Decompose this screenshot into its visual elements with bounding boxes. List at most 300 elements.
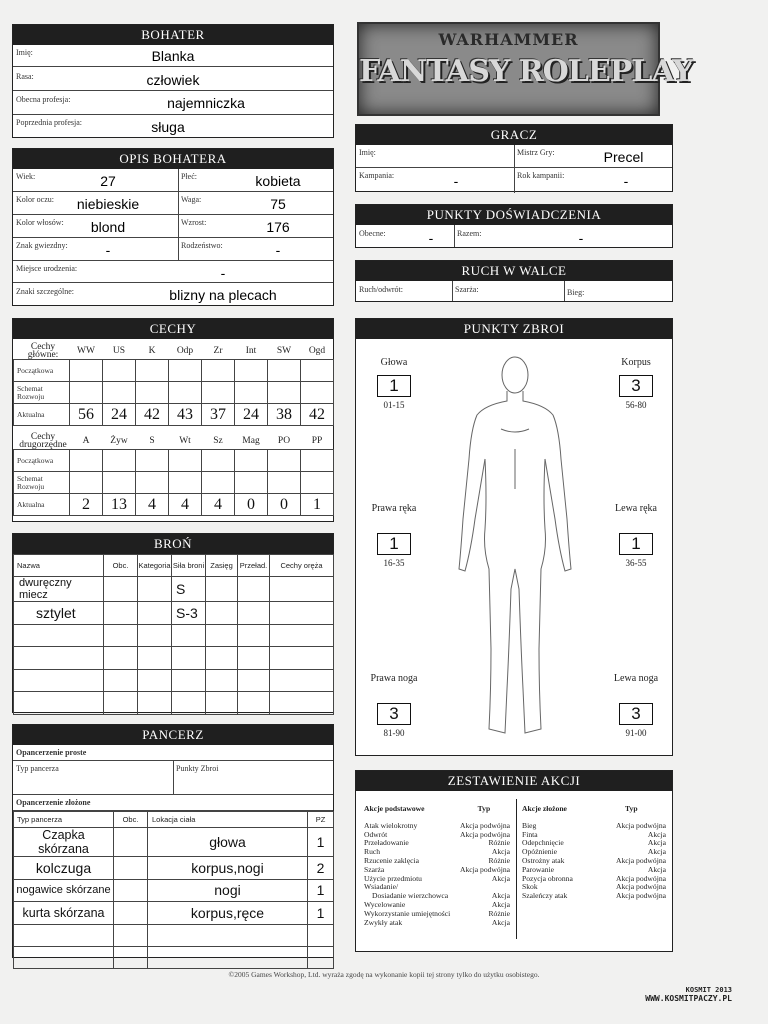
secondary-stats-label: Cechy drugorzędne bbox=[19, 432, 67, 450]
weapon-cell[interactable] bbox=[238, 647, 270, 670]
action-name: Skok bbox=[522, 882, 538, 892]
movement-title: RUCH W WALCE bbox=[356, 261, 672, 281]
credit-line1: KOSMIT 2013 bbox=[685, 986, 732, 994]
weapon-cell[interactable] bbox=[238, 602, 270, 625]
secondary-stat-current-value[interactable]: 2 bbox=[70, 494, 103, 516]
weapon-cell[interactable] bbox=[206, 624, 238, 647]
desc-field[interactable]: kobieta bbox=[255, 173, 301, 189]
complex-actions-header: Akcje złożone bbox=[522, 804, 567, 813]
secondary-stat-header: S bbox=[149, 436, 155, 446]
secondary-stat-cell[interactable] bbox=[301, 450, 334, 472]
basic-type-header: Typ bbox=[477, 804, 491, 813]
armor-type[interactable]: Czapka skórzana bbox=[14, 828, 114, 857]
action-type: Akcja bbox=[647, 838, 666, 848]
body-label: Korpus bbox=[621, 357, 651, 368]
main-stat-current-value[interactable]: 42 bbox=[301, 404, 334, 426]
right-arm-armor-value[interactable]: 1 bbox=[377, 533, 411, 555]
action-row bbox=[520, 822, 668, 831]
row-label-current: Aktualna bbox=[14, 494, 70, 516]
main-stat-cell[interactable] bbox=[70, 360, 103, 382]
weapon-cell[interactable] bbox=[104, 624, 138, 647]
action-type: Akcja bbox=[491, 891, 510, 901]
campaign-year-label: Rok kampanii: bbox=[517, 171, 565, 180]
actions-title: ZESTAWIENIE AKCJI bbox=[356, 771, 672, 791]
weapon-cell[interactable] bbox=[14, 647, 104, 670]
desc-label: Wzrost: bbox=[181, 218, 207, 227]
action-type: Akcja podwójna bbox=[616, 891, 666, 901]
weapon-cell[interactable] bbox=[206, 669, 238, 692]
armor-pz[interactable] bbox=[308, 924, 334, 946]
armor-row bbox=[14, 879, 334, 902]
weapon-col-header: Zasięg bbox=[206, 555, 238, 577]
main-stat-current-value[interactable]: 42 bbox=[136, 404, 169, 426]
main-stat-cell[interactable] bbox=[103, 382, 136, 404]
right-arm-range: 16-35 bbox=[383, 558, 405, 568]
armor-pz[interactable] bbox=[308, 946, 334, 968]
hero-title: BOHATER bbox=[13, 25, 333, 45]
armor-pz[interactable]: 1 bbox=[308, 879, 334, 902]
weapon-cell[interactable] bbox=[104, 669, 138, 692]
action-name: Odwrót bbox=[364, 829, 388, 839]
player-title: GRACZ bbox=[356, 125, 672, 145]
armor-row bbox=[14, 828, 334, 857]
weapon-cell[interactable] bbox=[270, 669, 334, 692]
career-label: Obecna profesja: bbox=[16, 95, 71, 104]
description-row bbox=[13, 215, 333, 238]
weapon-cell[interactable] bbox=[104, 602, 138, 625]
action-type: Akcja bbox=[491, 873, 510, 883]
main-stat-cell[interactable] bbox=[268, 382, 301, 404]
actions-panel bbox=[355, 770, 673, 952]
description-row bbox=[13, 238, 333, 261]
row-label-current: Aktualna bbox=[14, 404, 70, 426]
armor-pz[interactable]: 2 bbox=[308, 857, 334, 880]
body-armor-value[interactable]: 3 bbox=[619, 375, 653, 397]
armor-row bbox=[14, 946, 334, 968]
main-stat-header: Int bbox=[245, 346, 257, 356]
main-stat-cell[interactable] bbox=[70, 382, 103, 404]
armor-type[interactable]: kolczuga bbox=[14, 857, 114, 880]
action-name: Szaleńczy atak bbox=[522, 891, 568, 901]
action-type: Akcja bbox=[647, 829, 666, 839]
secondary-stat-cell[interactable] bbox=[268, 450, 301, 472]
armor-points-panel bbox=[355, 318, 673, 756]
stats-title: CECHY bbox=[13, 319, 333, 339]
desc-label: Waga: bbox=[181, 195, 202, 204]
xp-current-label: Obecne: bbox=[359, 229, 386, 238]
main-stat-header: Odp bbox=[176, 346, 194, 356]
row-label-advance: Schemat Rozwoju bbox=[14, 472, 70, 494]
secondary-stat-header: Sz bbox=[213, 436, 223, 446]
action-type: Akcja bbox=[491, 917, 510, 927]
run-label: Bieg: bbox=[567, 288, 585, 297]
secondary-stat-header: Mag bbox=[242, 436, 260, 446]
action-type: Akcja podwójna bbox=[460, 829, 510, 839]
weapon-cell[interactable] bbox=[138, 602, 172, 625]
right-arm-label: Prawa ręka bbox=[371, 503, 417, 514]
divider bbox=[178, 238, 179, 260]
main-stat-cell[interactable] bbox=[202, 382, 235, 404]
simple-armor-points-label: Punkty Zbroi bbox=[176, 764, 219, 773]
main-stat-cell[interactable] bbox=[301, 360, 334, 382]
desc-label: Znak gwiezdny: bbox=[16, 241, 68, 250]
secondary-stat-current-value[interactable]: 0 bbox=[268, 494, 301, 516]
main-stat-current-value[interactable]: 24 bbox=[103, 404, 136, 426]
desc-field[interactable]: 75 bbox=[270, 196, 286, 212]
xp-title: PUNKTY DOŚWIADCZENIA bbox=[356, 205, 672, 225]
secondary-stat-cell[interactable] bbox=[202, 450, 235, 472]
weapon-cell[interactable] bbox=[14, 669, 104, 692]
secondary-stat-current-value[interactable]: 13 bbox=[103, 494, 136, 516]
secondary-stat-cell[interactable] bbox=[103, 472, 136, 494]
main-stat-cell[interactable] bbox=[202, 360, 235, 382]
action-type: Akcja podwójna bbox=[616, 873, 666, 883]
campaign-field[interactable]: - bbox=[453, 173, 459, 189]
player-name-label: Imię: bbox=[359, 148, 376, 157]
row-label-advance: Schemat Rozwoju bbox=[14, 382, 70, 404]
armor-row bbox=[14, 924, 334, 946]
divider bbox=[178, 215, 179, 237]
weapon-cell[interactable] bbox=[138, 624, 172, 647]
description-row bbox=[13, 192, 333, 215]
weapon-cell[interactable] bbox=[138, 577, 172, 602]
charge-label: Szarża: bbox=[455, 285, 479, 294]
action-name: Rzucenie zaklęcia bbox=[364, 855, 420, 865]
birthplace-label: Miejsce urodzenia: bbox=[16, 264, 78, 273]
secondary-stat-cell[interactable] bbox=[268, 472, 301, 494]
weapon-name[interactable]: dwuręczny miecz bbox=[14, 577, 104, 602]
secondary-stat-cell[interactable] bbox=[70, 472, 103, 494]
secondary-stat-header: PO bbox=[277, 436, 291, 446]
main-stat-header: WW bbox=[77, 346, 95, 356]
weapon-cell[interactable] bbox=[270, 577, 334, 602]
action-name: Bieg bbox=[522, 820, 537, 830]
secondary-stat-current-value[interactable]: 0 bbox=[235, 494, 268, 516]
head-label: Głowa bbox=[380, 357, 408, 368]
description-row bbox=[13, 169, 333, 192]
armor-location[interactable]: głowa bbox=[148, 828, 308, 857]
action-type: Akcja podwójna bbox=[460, 820, 510, 830]
weapon-cell[interactable] bbox=[238, 577, 270, 602]
secondary-stat-current-value[interactable]: 4 bbox=[202, 494, 235, 516]
action-name: Przeładowanie bbox=[364, 838, 409, 848]
action-row bbox=[520, 892, 668, 901]
desc-field[interactable]: 176 bbox=[266, 219, 290, 235]
armor-location[interactable]: korpus,ręce bbox=[148, 902, 308, 925]
race-label: Rasa: bbox=[16, 72, 34, 81]
action-row bbox=[362, 839, 512, 848]
desc-label: Wiek: bbox=[16, 172, 36, 181]
armor-row bbox=[14, 902, 334, 925]
desc-field[interactable]: - bbox=[275, 242, 281, 258]
name-field[interactable]: Blanka bbox=[151, 48, 195, 64]
secondary-stat-header: Wt bbox=[179, 436, 191, 446]
weapon-cell[interactable] bbox=[206, 577, 238, 602]
armor-pz[interactable]: 1 bbox=[308, 828, 334, 857]
action-type: Akcja podwójna bbox=[616, 855, 666, 865]
weapon-cell[interactable] bbox=[104, 577, 138, 602]
complex-actions-table bbox=[520, 805, 668, 901]
weapons-table bbox=[13, 554, 334, 715]
desc-label: Płeć: bbox=[181, 172, 197, 181]
left-arm-range: 36-55 bbox=[625, 558, 647, 568]
action-type: Akcja podwójna bbox=[460, 864, 510, 874]
right-leg-label: Prawa noga bbox=[370, 673, 418, 684]
game-logo bbox=[357, 22, 693, 116]
right-leg-armor-value[interactable]: 3 bbox=[377, 703, 411, 725]
weapon-col-header: Przeład. bbox=[238, 555, 270, 577]
armor-points-title: PUNKTY ZBROI bbox=[356, 319, 672, 339]
main-stat-current-value[interactable]: 56 bbox=[70, 404, 103, 426]
weapon-strength[interactable]: S-3 bbox=[172, 602, 206, 625]
weapon-cell[interactable] bbox=[270, 602, 334, 625]
main-stat-current-value[interactable]: 37 bbox=[202, 404, 235, 426]
weapon-col-header: Kategoria bbox=[138, 555, 172, 577]
head-armor-value[interactable]: 1 bbox=[377, 375, 411, 397]
movement-panel bbox=[355, 260, 673, 302]
action-name: Wycelowanie bbox=[364, 899, 406, 909]
weapon-name[interactable]: sztylet bbox=[14, 602, 104, 625]
action-type: Akcja bbox=[647, 847, 666, 857]
divider bbox=[178, 192, 179, 214]
secondary-stat-cell[interactable] bbox=[103, 450, 136, 472]
prev-career-label: Poprzednia profesja: bbox=[16, 118, 82, 127]
weapon-row bbox=[14, 669, 334, 692]
armor-col-header: PZ bbox=[308, 812, 334, 828]
armor-title: PANCERZ bbox=[13, 725, 333, 745]
armor-enc[interactable] bbox=[114, 946, 148, 968]
weapon-cell[interactable] bbox=[172, 692, 206, 715]
secondary-stat-cell[interactable] bbox=[136, 450, 169, 472]
armor-location[interactable] bbox=[148, 924, 308, 946]
action-type: Akcja bbox=[647, 864, 666, 874]
weapon-cell[interactable] bbox=[206, 692, 238, 715]
weapons-panel bbox=[12, 533, 334, 713]
armor-location[interactable]: nogi bbox=[148, 879, 308, 902]
secondary-stats-table bbox=[13, 433, 334, 516]
hero-panel bbox=[12, 24, 334, 138]
copyright-notice: ©2005 Games Workshop, Ltd. wyraża zgodę na wykonanie kopii tej strony tylko do użytku osobistego. bbox=[228, 970, 540, 979]
weapon-cell[interactable] bbox=[238, 624, 270, 647]
armor-row bbox=[14, 857, 334, 880]
row-label-start: Początkowa bbox=[14, 360, 70, 382]
armor-enc[interactable] bbox=[114, 879, 148, 902]
action-type: Różnie bbox=[488, 908, 510, 918]
armor-enc[interactable] bbox=[114, 924, 148, 946]
armor-enc[interactable] bbox=[114, 857, 148, 880]
secondary-stat-cell[interactable] bbox=[169, 450, 202, 472]
main-stat-cell[interactable] bbox=[301, 382, 334, 404]
weapon-cell[interactable] bbox=[270, 692, 334, 715]
main-stat-cell[interactable] bbox=[169, 360, 202, 382]
main-stat-current-value[interactable]: 43 bbox=[169, 404, 202, 426]
armor-panel bbox=[12, 724, 334, 958]
left-leg-armor-value[interactable]: 3 bbox=[619, 703, 653, 725]
weapon-cell[interactable] bbox=[172, 624, 206, 647]
secondary-stat-cell[interactable] bbox=[136, 472, 169, 494]
main-stat-header: K bbox=[148, 346, 156, 356]
desc-field[interactable]: niebieskie bbox=[76, 196, 140, 212]
main-stat-cell[interactable] bbox=[235, 382, 268, 404]
armor-col-header: Obc. bbox=[114, 812, 148, 828]
main-stat-cell[interactable] bbox=[136, 382, 169, 404]
left-arm-label: Lewa ręka bbox=[615, 503, 657, 514]
weapon-cell[interactable] bbox=[14, 624, 104, 647]
secondary-stat-header: Żyw bbox=[110, 436, 128, 446]
career-field[interactable]: najemniczka bbox=[167, 95, 245, 111]
action-type: Różnie bbox=[488, 838, 510, 848]
desc-label: Rodzeństwo: bbox=[181, 241, 223, 250]
action-name: Atak wielokrotny bbox=[364, 820, 418, 830]
action-name: Opóźnienie bbox=[522, 847, 558, 857]
action-type: Akcja bbox=[491, 899, 510, 909]
action-name: Zwykły atak bbox=[364, 917, 403, 927]
secondary-stat-current-value[interactable]: 1 bbox=[301, 494, 334, 516]
weapon-row bbox=[14, 624, 334, 647]
armor-type[interactable]: kurta skórzana bbox=[14, 902, 114, 925]
armor-pz[interactable]: 1 bbox=[308, 902, 334, 925]
main-stat-cell[interactable] bbox=[136, 360, 169, 382]
weapon-col-header: Nazwa bbox=[14, 555, 104, 577]
action-name: Ostrożny atak bbox=[522, 855, 565, 865]
weapon-cell[interactable] bbox=[172, 669, 206, 692]
weapon-cell[interactable] bbox=[270, 624, 334, 647]
head-range: 01-15 bbox=[383, 400, 405, 410]
main-stat-cell[interactable] bbox=[169, 382, 202, 404]
xp-total-label: Razem: bbox=[457, 229, 482, 238]
campaign-year-field[interactable]: - bbox=[623, 173, 629, 189]
xp-total-field[interactable]: - bbox=[578, 230, 584, 246]
desc-label: Kolor oczu: bbox=[16, 195, 54, 204]
main-stat-header: SW bbox=[276, 346, 292, 356]
armor-col-header: Lokacja ciała bbox=[148, 812, 308, 828]
weapon-cell[interactable] bbox=[138, 669, 172, 692]
main-stat-header: US bbox=[112, 346, 126, 356]
left-leg-range: 91-00 bbox=[625, 728, 647, 738]
secondary-stat-cell[interactable] bbox=[235, 450, 268, 472]
desc-field[interactable]: - bbox=[105, 242, 111, 258]
secondary-stat-header: PP bbox=[311, 436, 323, 446]
secondary-stat-cell[interactable] bbox=[169, 472, 202, 494]
action-name: Szarża bbox=[364, 864, 385, 874]
weapon-row bbox=[14, 647, 334, 670]
action-name: Użycie przedmiotu bbox=[364, 873, 422, 883]
race-field[interactable]: człowiek bbox=[146, 72, 200, 88]
action-name: Odepchnięcie bbox=[522, 838, 564, 848]
main-stat-cell[interactable] bbox=[268, 360, 301, 382]
main-stat-cell[interactable] bbox=[103, 360, 136, 382]
weapon-cell[interactable] bbox=[206, 647, 238, 670]
name-label: Imię: bbox=[16, 48, 33, 57]
weapon-col-header: Cechy oręża bbox=[270, 555, 334, 577]
description-title: OPIS BOHATERA bbox=[13, 149, 333, 169]
xp-current-field[interactable]: - bbox=[428, 230, 434, 246]
logo-line2: FANTASY ROLEPLAY bbox=[359, 54, 693, 89]
secondary-stat-cell[interactable] bbox=[202, 472, 235, 494]
armor-location[interactable]: korpus,nogi bbox=[148, 857, 308, 880]
secondary-stat-header: A bbox=[82, 436, 90, 446]
simple-armor-label: Opancerzenie proste bbox=[16, 748, 87, 757]
action-name: Finta bbox=[522, 829, 538, 839]
weapon-cell[interactable] bbox=[138, 647, 172, 670]
basic-actions-header: Akcje podstawowe bbox=[364, 804, 425, 813]
weapon-row bbox=[14, 602, 334, 625]
gm-label: Mistrz Gry: bbox=[517, 148, 555, 157]
desc-field[interactable]: 27 bbox=[100, 173, 116, 189]
action-name: Parowanie bbox=[522, 864, 555, 874]
main-stat-cell[interactable] bbox=[235, 360, 268, 382]
complex-armor-label: Opancerzenie złożone bbox=[16, 798, 91, 807]
weapon-cell[interactable] bbox=[238, 669, 270, 692]
main-stat-header: Ogd bbox=[308, 346, 326, 356]
action-type: Akcja podwójna bbox=[616, 882, 666, 892]
weapon-row bbox=[14, 692, 334, 715]
armor-location[interactable] bbox=[148, 946, 308, 968]
armor-table bbox=[13, 811, 334, 969]
weapon-cell[interactable] bbox=[104, 647, 138, 670]
weapon-cell[interactable] bbox=[172, 647, 206, 670]
armor-type[interactable]: nogawice skórzane bbox=[14, 879, 114, 902]
simple-armor-type-label: Typ pancerza bbox=[16, 764, 59, 773]
armor-type[interactable] bbox=[14, 924, 114, 946]
left-arm-armor-value[interactable]: 1 bbox=[619, 533, 653, 555]
main-stat-current-value[interactable]: 38 bbox=[268, 404, 301, 426]
logo-line1: WARHAMMER bbox=[438, 30, 579, 49]
secondary-stat-cell[interactable] bbox=[301, 472, 334, 494]
weapon-cell[interactable] bbox=[104, 692, 138, 715]
secondary-stat-current-value[interactable]: 4 bbox=[136, 494, 169, 516]
credit-line2: WWW.KOSMITPACZY.PL bbox=[645, 994, 732, 1003]
main-stats-table bbox=[13, 343, 334, 426]
weapon-col-header: Siła broni bbox=[172, 555, 206, 577]
desc-field[interactable]: blond bbox=[90, 219, 126, 235]
player-panel bbox=[355, 124, 673, 192]
action-name: Dosiadanie wierzchowca bbox=[372, 891, 449, 901]
birthplace-field[interactable]: - bbox=[220, 265, 226, 281]
action-row bbox=[362, 919, 512, 928]
action-name: Wykorzystanie umiejętności bbox=[364, 908, 451, 918]
move-label: Ruch/odwrót: bbox=[359, 285, 403, 294]
weapon-cell[interactable] bbox=[138, 692, 172, 715]
weapon-cell[interactable] bbox=[270, 647, 334, 670]
secondary-stat-current-value[interactable]: 4 bbox=[169, 494, 202, 516]
left-leg-label: Lewa noga bbox=[613, 673, 659, 684]
weapon-cell[interactable] bbox=[238, 692, 270, 715]
armor-enc[interactable] bbox=[114, 828, 148, 857]
weapon-cell[interactable] bbox=[14, 692, 104, 715]
divider bbox=[178, 169, 179, 191]
armor-enc[interactable] bbox=[114, 902, 148, 925]
secondary-stat-cell[interactable] bbox=[70, 450, 103, 472]
marks-label: Znaki szczególne: bbox=[16, 287, 74, 296]
action-name: Ruch bbox=[364, 847, 381, 857]
armor-col-header: Typ pancerza bbox=[14, 812, 114, 828]
gm-field[interactable]: Precel bbox=[603, 149, 644, 165]
armor-type[interactable] bbox=[14, 946, 114, 968]
marks-field[interactable]: blizny na plecach bbox=[169, 287, 277, 303]
weapon-strength[interactable]: S bbox=[172, 577, 206, 602]
weapon-cell[interactable] bbox=[206, 602, 238, 625]
row-label-start: Początkowa bbox=[14, 450, 70, 472]
action-type: Różnie bbox=[488, 855, 510, 865]
weapon-row bbox=[14, 577, 334, 602]
main-stat-current-value[interactable]: 24 bbox=[235, 404, 268, 426]
secondary-stat-cell[interactable] bbox=[235, 472, 268, 494]
prev-career-field[interactable]: sługa bbox=[151, 119, 185, 135]
main-stat-header: Zr bbox=[213, 346, 223, 356]
weapon-col-header: Obc. bbox=[104, 555, 138, 577]
stats-panel bbox=[12, 318, 334, 522]
